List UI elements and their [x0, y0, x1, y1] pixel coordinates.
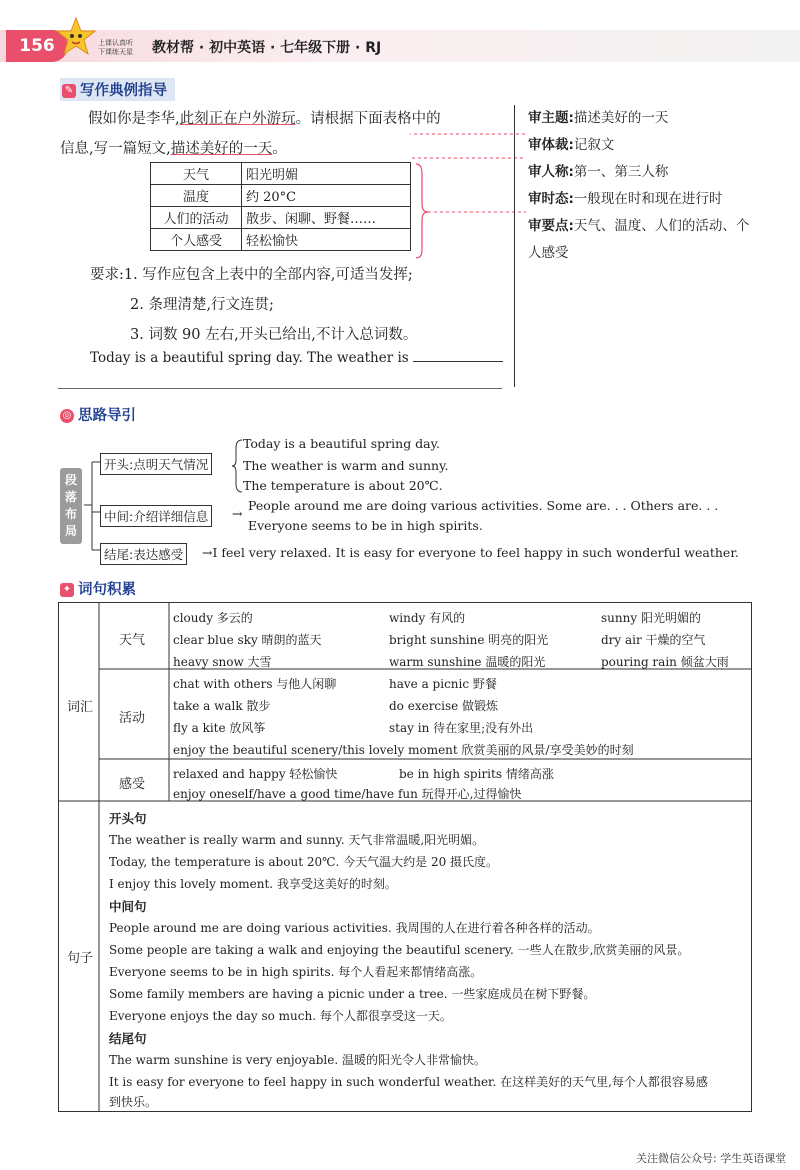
analysis-item: [528, 213, 758, 267]
slogan-line-2: 下课练天星: [98, 48, 133, 56]
table-row: [151, 207, 411, 229]
requirement-1: 要求:1. 写作应包含上表中的全部内容,可适当发挥;: [90, 267, 413, 283]
opening-line: Today is a beautiful spring day.: [243, 436, 441, 451]
feeling-label: 感受: [119, 777, 146, 792]
vocab-item: fly a kite 放风筝: [173, 721, 266, 735]
section-heading-text: 词句积累: [78, 582, 136, 598]
prompt-text: 假如你是李华,: [88, 111, 180, 127]
section-heading-text: 写作典例指导: [80, 83, 167, 99]
sentence: The warm sunshine is very enjoyable. 温暖的阳光令人非常愉快。: [109, 1053, 486, 1067]
vocab-label: 词汇: [67, 700, 94, 715]
ending-box: 结尾:表达感受: [100, 543, 187, 565]
sentence: Everyone seems to be in high spirits. 每个人看起来都情绪高涨。: [109, 965, 483, 979]
sentence: 到快乐。: [109, 1095, 158, 1109]
opening-line: The temperature is about 20℃.: [243, 478, 443, 493]
table-value: 约 20°C: [242, 185, 411, 207]
prompt-text: 。: [272, 141, 287, 157]
vocab-item: chat with others 与他人闲聊: [173, 677, 337, 691]
analysis-value: 第一、第三人称: [573, 164, 669, 180]
vocab-item: take a walk 散步: [173, 699, 271, 713]
analysis-value: 描述美好的一天: [573, 110, 669, 126]
page-number: 156: [6, 30, 68, 62]
vocab-item: cloudy 多云的: [173, 611, 253, 625]
vocab-item: have a picnic 野餐: [389, 677, 497, 691]
middle-line: People around me are doing various activities. Some are. . . Others are. . .: [248, 498, 719, 513]
requirement-2: 2. 条理清楚,行文连贯;: [130, 297, 274, 313]
arrow-icon: →: [232, 506, 243, 521]
starter-text: Today is a beautiful spring day. The weather is: [90, 350, 409, 366]
activity-label: 活动: [119, 711, 146, 726]
target-icon: ◎: [60, 409, 74, 423]
info-table: [150, 162, 411, 251]
analysis-key: 审要点:: [528, 218, 574, 234]
table-row: [151, 185, 411, 207]
analysis-item: [528, 159, 758, 186]
vocab-item: enjoy oneself/have a good time/have fun 玩得开心,过得愉快: [173, 787, 522, 801]
sentence: It is easy for everyone to feel happy in such wonderful weather. 在这样美好的天气里,每个人都很容易感: [109, 1075, 708, 1089]
table-key: 个人感受: [151, 229, 242, 251]
section-heading-text: 思路导引: [78, 408, 136, 424]
section-heading-vocab: [60, 578, 136, 599]
opening-line: The weather is warm and sunny.: [243, 458, 449, 473]
prompt-line-1: [88, 104, 441, 134]
vocab-item: clear blue sky 晴朗的蓝天: [173, 633, 322, 647]
footer-note: 关注微信公众号: 学生英语课堂: [636, 1152, 787, 1165]
sentence: Today, the temperature is about 20℃. 今天气温大约是 20 摄氏度。: [109, 855, 499, 869]
analysis-item: [528, 132, 758, 159]
sentence: The weather is really warm and sunny. 天气非常温暖,阳光明媚。: [109, 833, 485, 847]
analysis-value: 天气、温度、人们的活动、个人感受: [528, 218, 750, 261]
vocab-item: be in high spirits 情绪高涨: [399, 767, 554, 781]
ending-line: →I feel very relaxed. It is easy for everyone to feel happy in such wonderful weather.: [202, 545, 739, 560]
table-value: 散步、闲聊、野餐……: [242, 207, 411, 229]
section-heading-writing-guide: [60, 78, 175, 101]
analysis-item: [528, 186, 758, 213]
analysis-value: 记叙文: [573, 137, 615, 153]
page-header: [0, 0, 800, 66]
prompt-text: 。请根据下面表格中的: [295, 111, 441, 127]
sentence: Some family members are having a picnic under a tree. 一些家庭成员在树下野餐。: [109, 987, 596, 1001]
analysis-key: 审体裁:: [528, 137, 574, 153]
table-row: [151, 163, 411, 185]
vocab-sentence-table: [58, 602, 752, 1112]
ending-head: 结尾句: [109, 1031, 147, 1046]
vocab-item: stay in 待在家里;没有外出: [389, 721, 534, 735]
vocab-item: heavy snow 大雪: [173, 655, 272, 669]
prompt-highlight: 描述美好的一天: [170, 141, 273, 157]
blank-line: [413, 361, 503, 362]
sentence: People around me are doing various activities. 我周围的人在进行着各种各样的活动。: [109, 921, 600, 935]
vocab-item: bright sunshine 明亮的阳光: [389, 633, 549, 647]
table-key: 温度: [151, 185, 242, 207]
table-key: 天气: [151, 163, 242, 185]
sentence: I enjoy this lovely moment. 我享受这美好的时刻。: [109, 877, 397, 891]
sparkle-icon: ✦: [60, 583, 74, 597]
vocab-item: sunny 阳光明媚的: [601, 611, 701, 625]
middle-line: Everyone seems to be in high spirits.: [248, 518, 483, 533]
analysis-panel: [528, 105, 758, 267]
pen-icon: ✎: [62, 84, 76, 98]
book-title: 教材帮 · 初中英语 · 七年级下册 · RJ: [152, 40, 382, 56]
analysis-key: 审时态:: [528, 191, 574, 207]
middle-box: 中间:介绍详细信息: [100, 505, 212, 527]
essay-starter: [90, 343, 503, 373]
sentence: Everyone enjoys the day so much. 每个人都很享受这一天。: [109, 1009, 452, 1023]
vocab-item: do exercise 做锻炼: [389, 699, 499, 713]
vocab-item: pouring rain 倾盆大雨: [601, 655, 729, 669]
sentence: Some people are taking a walk and enjoying the beautiful scenery. 一些人在散步,欣赏美丽的风景。: [109, 943, 690, 957]
opening-head: 开头句: [109, 811, 147, 826]
analysis-value: 一般现在时和现在进行时: [573, 191, 723, 207]
prompt-line-2: [60, 134, 287, 164]
star-mascot-icon: [56, 16, 96, 60]
opening-box: 开头:点明天气情况: [100, 453, 212, 475]
table-value: 轻松愉快: [242, 229, 411, 251]
section-heading-outline: [60, 404, 136, 425]
prompt-text: 信息,写一篇短文,: [60, 141, 171, 157]
ending-text: I feel very relaxed. It is easy for everyone to feel happy in such wonderful weather.: [212, 545, 739, 560]
divider-vertical: [514, 105, 515, 387]
table-row: [151, 229, 411, 251]
vocab-item: dry air 干燥的空气: [601, 633, 706, 647]
analysis-key: 审主题:: [528, 110, 574, 126]
prompt-highlight: 此刻正在户外游玩: [179, 111, 296, 127]
sentence-label: 句子: [67, 951, 94, 966]
requirement-3: 3. 词数 90 左右,开头已给出,不计入总词数。: [130, 327, 418, 343]
vocab-item: windy 有风的: [389, 611, 466, 625]
table-key: 人们的活动: [151, 207, 242, 229]
slogan-line-1: 上课认真听: [98, 39, 133, 47]
table-value: 阳光明媚: [242, 163, 411, 185]
analysis-key: 审人称:: [528, 164, 574, 180]
weather-label: 天气: [119, 633, 146, 648]
middle-head: 中间句: [109, 899, 147, 914]
vocab-item: warm sunshine 温暖的阳光: [389, 655, 546, 669]
outline-bracket: [82, 450, 102, 560]
paragraph-layout-label: 段落布局: [60, 468, 82, 544]
divider-horizontal: [58, 388, 502, 389]
vocab-item: relaxed and happy 轻松愉快: [173, 767, 338, 781]
analysis-item: [528, 105, 758, 132]
vocab-item: enjoy the beautiful scenery/this lovely moment 欣赏美丽的风景/享受美妙的时刻: [173, 743, 634, 757]
connector-lines: [410, 104, 530, 264]
